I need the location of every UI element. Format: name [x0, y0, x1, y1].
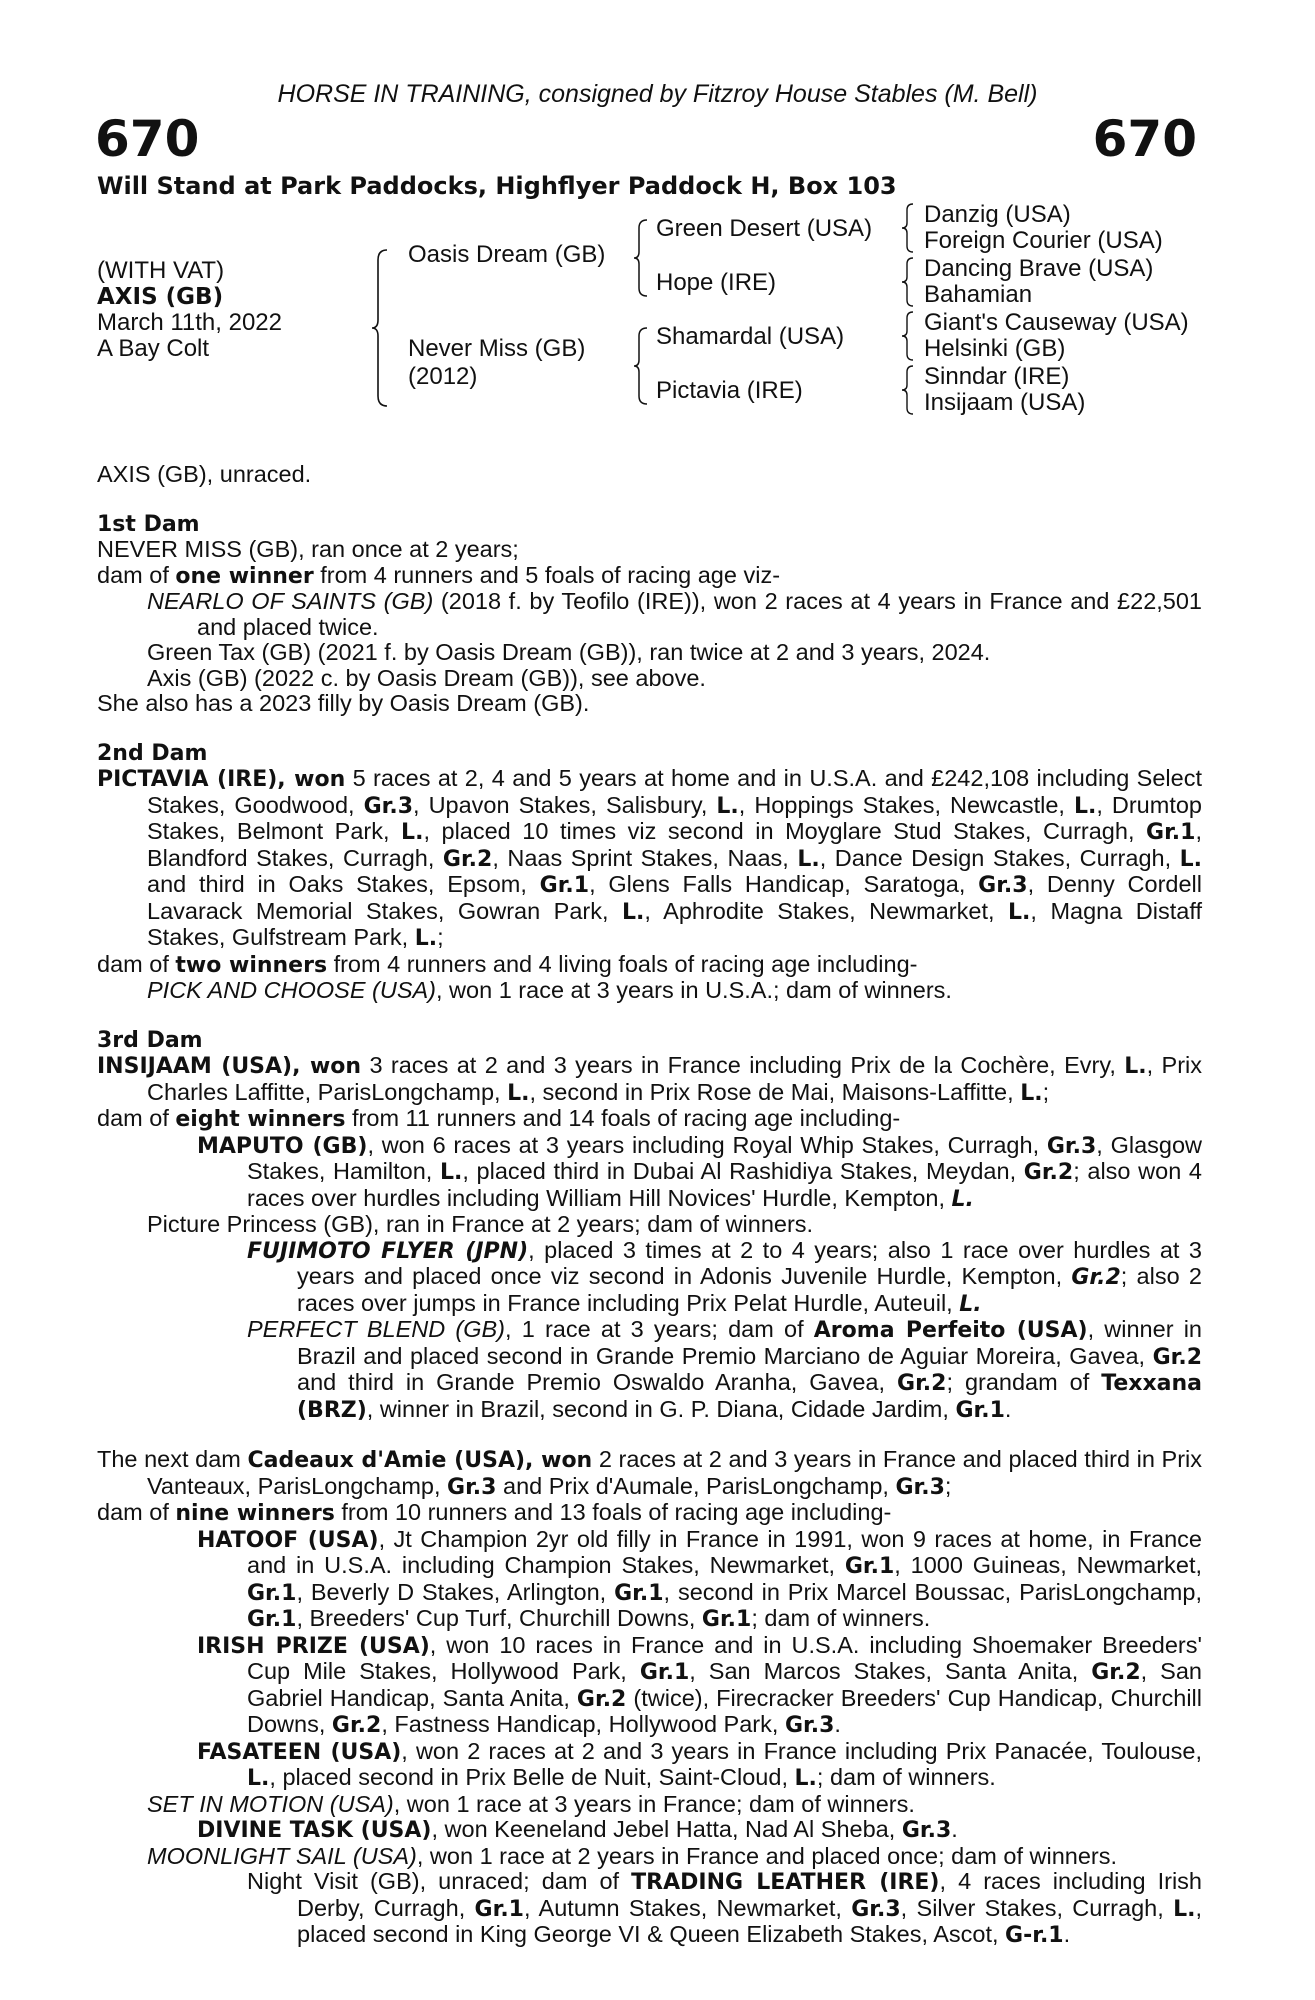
produce-entry: MOONLIGHT SAIL (USA), won 1 race at 2 years in France and placed once; dam of winners.	[147, 1842, 1118, 1869]
pedigree-notes	[97, 462, 1202, 1949]
pedigree-g5: Giant's Causeway (USA)	[924, 309, 1189, 336]
lot-number-left: 670	[95, 110, 200, 168]
produce-note: She also has a 2023 filly by Oasis Dream (GB).	[97, 690, 590, 716]
third-dam-section	[97, 1028, 1202, 1424]
pedigree-g3: Dancing Brave (USA)	[924, 255, 1154, 282]
pedigree-brace-sire	[632, 218, 650, 298]
produce-entry: PERFECT BLEND (GB), 1 race at 3 years; dam of Aroma Perfeito (USA), winner in Brazil and placed second in Grande Premio Marciano de Aguiar Moreira, Gavea, Gr.2 and third in Grande Premio Oswaldo Aranha, Gavea, Gr.2; grandam of Texxana (BRZ), winner in Brazil, second in G. P. Diana, Cidade Jardim, Gr.1.	[247, 1316, 1202, 1423]
next-dam-produce: dam of nine winners from 10 runners and 13 foals of racing age including-	[97, 1499, 892, 1526]
horse-description: A Bay Colt	[97, 335, 210, 362]
lot-number-right: 670	[1092, 110, 1197, 168]
pedigree-g6: Helsinki (GB)	[924, 335, 1066, 362]
produce-entry: Picture Princess (GB), ran in France at 2 years; dam of winners.	[147, 1211, 814, 1237]
pedigree-g2: Foreign Courier (USA)	[924, 227, 1163, 254]
pedigree-sire-dam: Hope (IRE)	[656, 269, 777, 296]
pedigree-dam-sire: Shamardal (USA)	[656, 323, 845, 350]
stand-location: Will Stand at Park Paddocks, Highflyer Paddock H, Box 103	[97, 172, 897, 200]
produce-entry: HATOOF (USA), Jt Champion 2yr old filly in France in 1991, won 9 races at home, in France and in U.S.A. including Champion Stakes, Newmarket, Gr.1, 1000 Guineas, Newmarket, Gr.1, Beverly D Stakes, Arlington, Gr.1, second in Prix Marcel Boussac, ParisLongchamp, Gr.1, Breeders' Cup Turf, Churchill Downs, Gr.1; dam of winners.	[197, 1525, 1203, 1632]
produce-entry: Night Visit (GB), unraced; dam of TRADING LEATHER (IRE), 4 races including Irish Derby, Curragh, Gr.1, Autumn Stakes, Newmarket, Gr.3, Silver Stakes, Curragh, L., placed second in King George VI & Queen Elizabeth Stakes, Ascot, G-r.1.	[247, 1868, 1202, 1948]
produce-entry: FUJIMOTO FLYER (JPN), placed 3 times at 2 to 4 years; also 1 race over hurdles at 3 years and placed once viz second in Adonis Juvenile Hurdle, Kempton, Gr.2; also 2 races over jumps in France including Prix Pelat Hurdle, Auteuil, L.	[247, 1236, 1202, 1317]
produce-entry: Green Tax (GB) (2021 f. by Oasis Dream (GB)), ran twice at 2 and 3 years, 2024.	[147, 639, 991, 665]
unraced-note: AXIS (GB), unraced.	[97, 461, 312, 487]
second-dam-section	[97, 741, 1202, 1004]
pedigree-brace-g4	[900, 364, 916, 416]
second-dam-record: PICTAVIA (IRE), won 5 races at 2, 4 and 5 years at home and in U.S.A. and £242,108 including Select Stakes, Goodwood, Gr.3, Upavon Stakes, Salisbury, L., Hoppings Stakes, Newcastle, L., Drumtop Stakes, Belmont Park, L., placed 10 times viz second in Moyglare Stud Stakes, Curragh, Gr.1, Blandford Stakes, Curragh, Gr.2, Naas Sprint Stakes, Naas, L., Dance Design Stakes, Curragh, L. and third in Oaks Stakes, Epsom, Gr.1, Glens Falls Handicap, Saratoga, Gr.3, Denny Cordell Lavarack Memorial Stakes, Gowran Park, L., Aphrodite Stakes, Newmarket, L., Magna Distaff Stakes, Gulfstream Park, L.;	[97, 765, 1203, 951]
pedigree-g8: Insijaam (USA)	[924, 389, 1086, 416]
second-dam-produce: dam of two winners from 4 runners and 4 living foals of racing age including-	[97, 950, 918, 978]
pedigree-dam-dam: Pictavia (IRE)	[656, 377, 803, 404]
pedigree-brace-g1	[900, 202, 916, 254]
pedigree-sire-sire: Green Desert (USA)	[656, 215, 873, 242]
produce-entry: FASATEEN (USA), won 2 races at 2 and 3 years in France including Prix Panacée, Toulouse, L., placed second in Prix Belle de Nuit, Saint-Cloud, L.; dam of winners.	[197, 1737, 1202, 1791]
produce-entry: DIVINE TASK (USA), won Keeneland Jebel Hatta, Nad Al Sheba, Gr.3.	[197, 1816, 958, 1843]
pedigree-g4: Bahamian	[924, 281, 1033, 308]
second-dam-heading: 2nd Dam	[97, 740, 208, 766]
next-dam-section	[97, 1447, 1202, 1949]
pedigree-brace-dam	[632, 326, 650, 406]
produce-entry: SET IN MOTION (USA), won 1 race at 3 years in France; dam of winners.	[147, 1790, 915, 1817]
produce-entry: MAPUTO (GB), won 6 races at 3 years including Royal Whip Stakes, Curragh, Gr.3, Glasgow Stakes, Hamilton, L., placed third in Dubai Al Rashidiya Stakes, Meydan, Gr.2; also won 4 races over hurdles including William Hill Novices' Hurdle, Kempton, L.	[197, 1131, 1203, 1212]
pedigree-dam: Never Miss (GB)	[408, 335, 586, 362]
third-dam-record: INSIJAAM (USA), won 3 races at 2 and 3 years in France including Prix de la Cochère, Evry, L., Prix Charles Laffitte, ParisLongchamp, L., second in Prix Rose de Mai, Maisons-Laffitte, L.;	[97, 1052, 1202, 1106]
first-dam-summary: NEVER MISS (GB), ran once at 2 years;	[97, 536, 519, 562]
first-dam-produce: dam of one winner from 4 runners and 5 foals of racing age viz-	[97, 561, 781, 589]
pedigree-brace-g2	[900, 256, 916, 308]
pedigree-g7: Sinndar (IRE)	[924, 363, 1070, 390]
first-dam-section	[97, 512, 1202, 717]
produce-entry: IRISH PRIZE (USA), won 10 races in France and in U.S.A. including Shoemaker Breeders' Cup Mile Stakes, Hollywood Park, Gr.1, San Marcos Stakes, Santa Anita, Gr.2, San Gabriel Handicap, Santa Anita, Gr.2 (twice), Firecracker Breeders' Cup Handicap, Churchill Downs, Gr.2, Fastness Handicap, Hollywood Park, Gr.3.	[197, 1631, 1202, 1738]
first-dam-heading: 1st Dam	[97, 511, 200, 537]
produce-entry: PICK AND CHOOSE (USA), won 1 race at 3 years in U.S.A.; dam of winners.	[147, 977, 952, 1003]
pedigree-dam-year: (2012)	[408, 363, 478, 390]
pedigree-g1: Danzig (USA)	[924, 201, 1071, 228]
horse-foaled: March 11th, 2022	[97, 309, 283, 336]
pedigree-brace-main	[370, 248, 390, 408]
third-dam-heading: 3rd Dam	[97, 1027, 203, 1053]
pedigree-brace-g3	[900, 310, 916, 362]
vat-note: (WITH VAT)	[97, 257, 225, 284]
next-dam-record: The next dam Cadeaux d'Amie (USA), won 2 races at 2 and 3 years in France and placed third in Prix Vanteaux, ParisLongchamp, Gr.3 and Prix d'Aumale, ParisLongchamp, Gr.3;	[97, 1446, 1202, 1500]
produce-entry: NEARLO OF SAINTS (GB) (2018 f. by Teofilo (IRE)), won 2 races at 4 years in France and £22,501 and placed twice.	[147, 588, 1203, 640]
horse-name: AXIS (GB)	[97, 284, 224, 310]
produce-entry: Axis (GB) (2022 c. by Oasis Dream (GB)), see above.	[147, 664, 706, 691]
consignment-line: HORSE IN TRAINING, consigned by Fitzroy House Stables (M. Bell)	[277, 80, 1038, 108]
third-dam-produce: dam of eight winners from 11 runners and 14 foals of racing age including-	[97, 1105, 901, 1132]
pedigree-sire: Oasis Dream (GB)	[408, 241, 606, 268]
